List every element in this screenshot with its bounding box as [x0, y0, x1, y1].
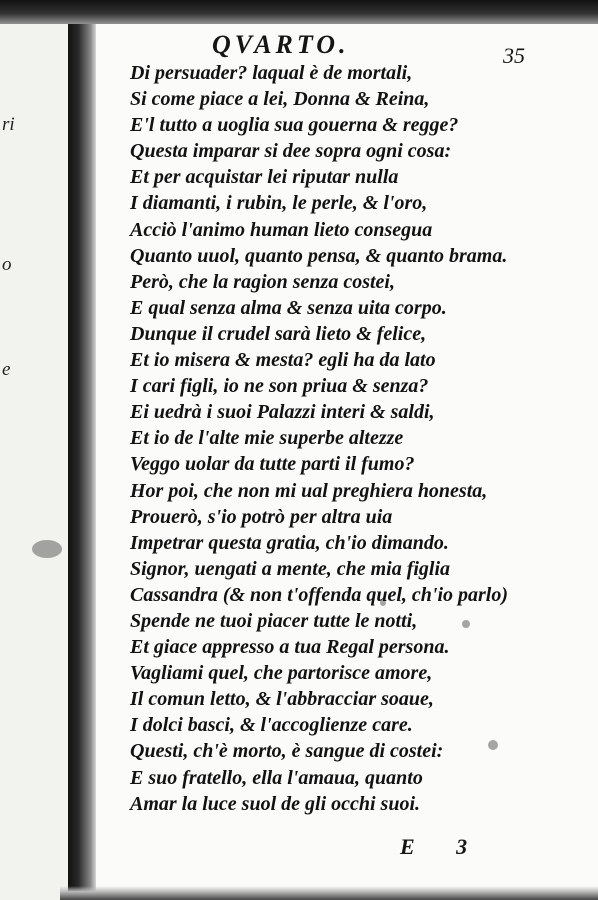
verse-line: I dolci basci, & l'accoglienze care. — [130, 714, 413, 737]
verse-line: Acciò l'animo human lieto consegua — [130, 218, 433, 241]
running-head: QVARTO. — [212, 30, 350, 59]
left-page-fragment: ri — [2, 114, 15, 135]
verse-line: Et io misera & mesta? egli ha da lato — [130, 349, 436, 372]
verse-line: I diamanti, i rubin, le perle, & l'oro, — [130, 192, 428, 215]
verse-line: Prouerò, s'io potrò per altra uia — [130, 505, 393, 528]
left-page-fragment: e — [2, 359, 11, 380]
verse-line: Amar la luce suol de gli occhi suoi. — [130, 792, 421, 815]
verse-line: Et io de l'alte mie superbe altezze — [130, 427, 404, 450]
signature-mark: E 3 — [400, 834, 486, 859]
verse-line: Cassandra (& non t'offenda quel, ch'io parlo) — [130, 583, 509, 606]
verse-line: E'l tutto a uoglia sua gouerna & regge? — [130, 114, 459, 137]
verse-line: Et per acquistar lei riputar nulla — [130, 166, 399, 189]
verse-block — [130, 60, 550, 817]
book-gutter — [68, 24, 98, 900]
verse-line: Signor, uengati a mente, che mia figlia — [130, 557, 451, 580]
verse-line: Di persuader? laqual è de mortali, — [130, 62, 413, 84]
verse-line: Et giace appresso a tua Regal persona. — [130, 636, 450, 659]
ink-stain — [32, 540, 62, 558]
verse-line: E suo fratello, ella l'amaua, quanto — [130, 766, 423, 789]
verse-line: Hor poi, che non mi ual preghiera honesta, — [130, 479, 488, 502]
verse-line: Ei uedrà i suoi Palazzi interi & saldi, — [130, 401, 435, 424]
left-page-edge — [0, 24, 72, 900]
bottom-edge-shadow — [60, 886, 598, 900]
verse-line: Spende ne tuoi piacer tutte le notti, — [130, 609, 418, 632]
verse-line: I cari figli, io ne son priua & senza? — [130, 375, 429, 398]
verse-line: Questa imparar si dee sopra ogni cosa: — [130, 140, 452, 163]
verse-line: Vagliami quel, che partorisce amore, — [130, 662, 433, 685]
verse-line: Però, che la ragion senza costei, — [130, 270, 395, 293]
verse-line: Veggo uolar da tutte parti il fumo? — [130, 453, 415, 476]
left-page-fragment: o — [2, 254, 12, 275]
verse-line: Si come piace a lei, Donna & Reina, — [130, 88, 430, 111]
verse-line: Quanto uuol, quanto pensa, & quanto brama. — [130, 244, 508, 267]
verse-line: Impetrar questa gratia, ch'io dimando. — [130, 531, 449, 554]
verse-line: Questi, ch'è morto, è sangue di costei: — [130, 740, 444, 763]
verse-line: Il comun letto, & l'abbracciar soaue, — [130, 688, 434, 711]
verse-line: E qual senza alma & senza uita corpo. — [130, 296, 447, 319]
verse-line: Dunque il crudel sarà lieto & felice, — [130, 322, 427, 345]
page-number: 35 — [503, 43, 525, 68]
